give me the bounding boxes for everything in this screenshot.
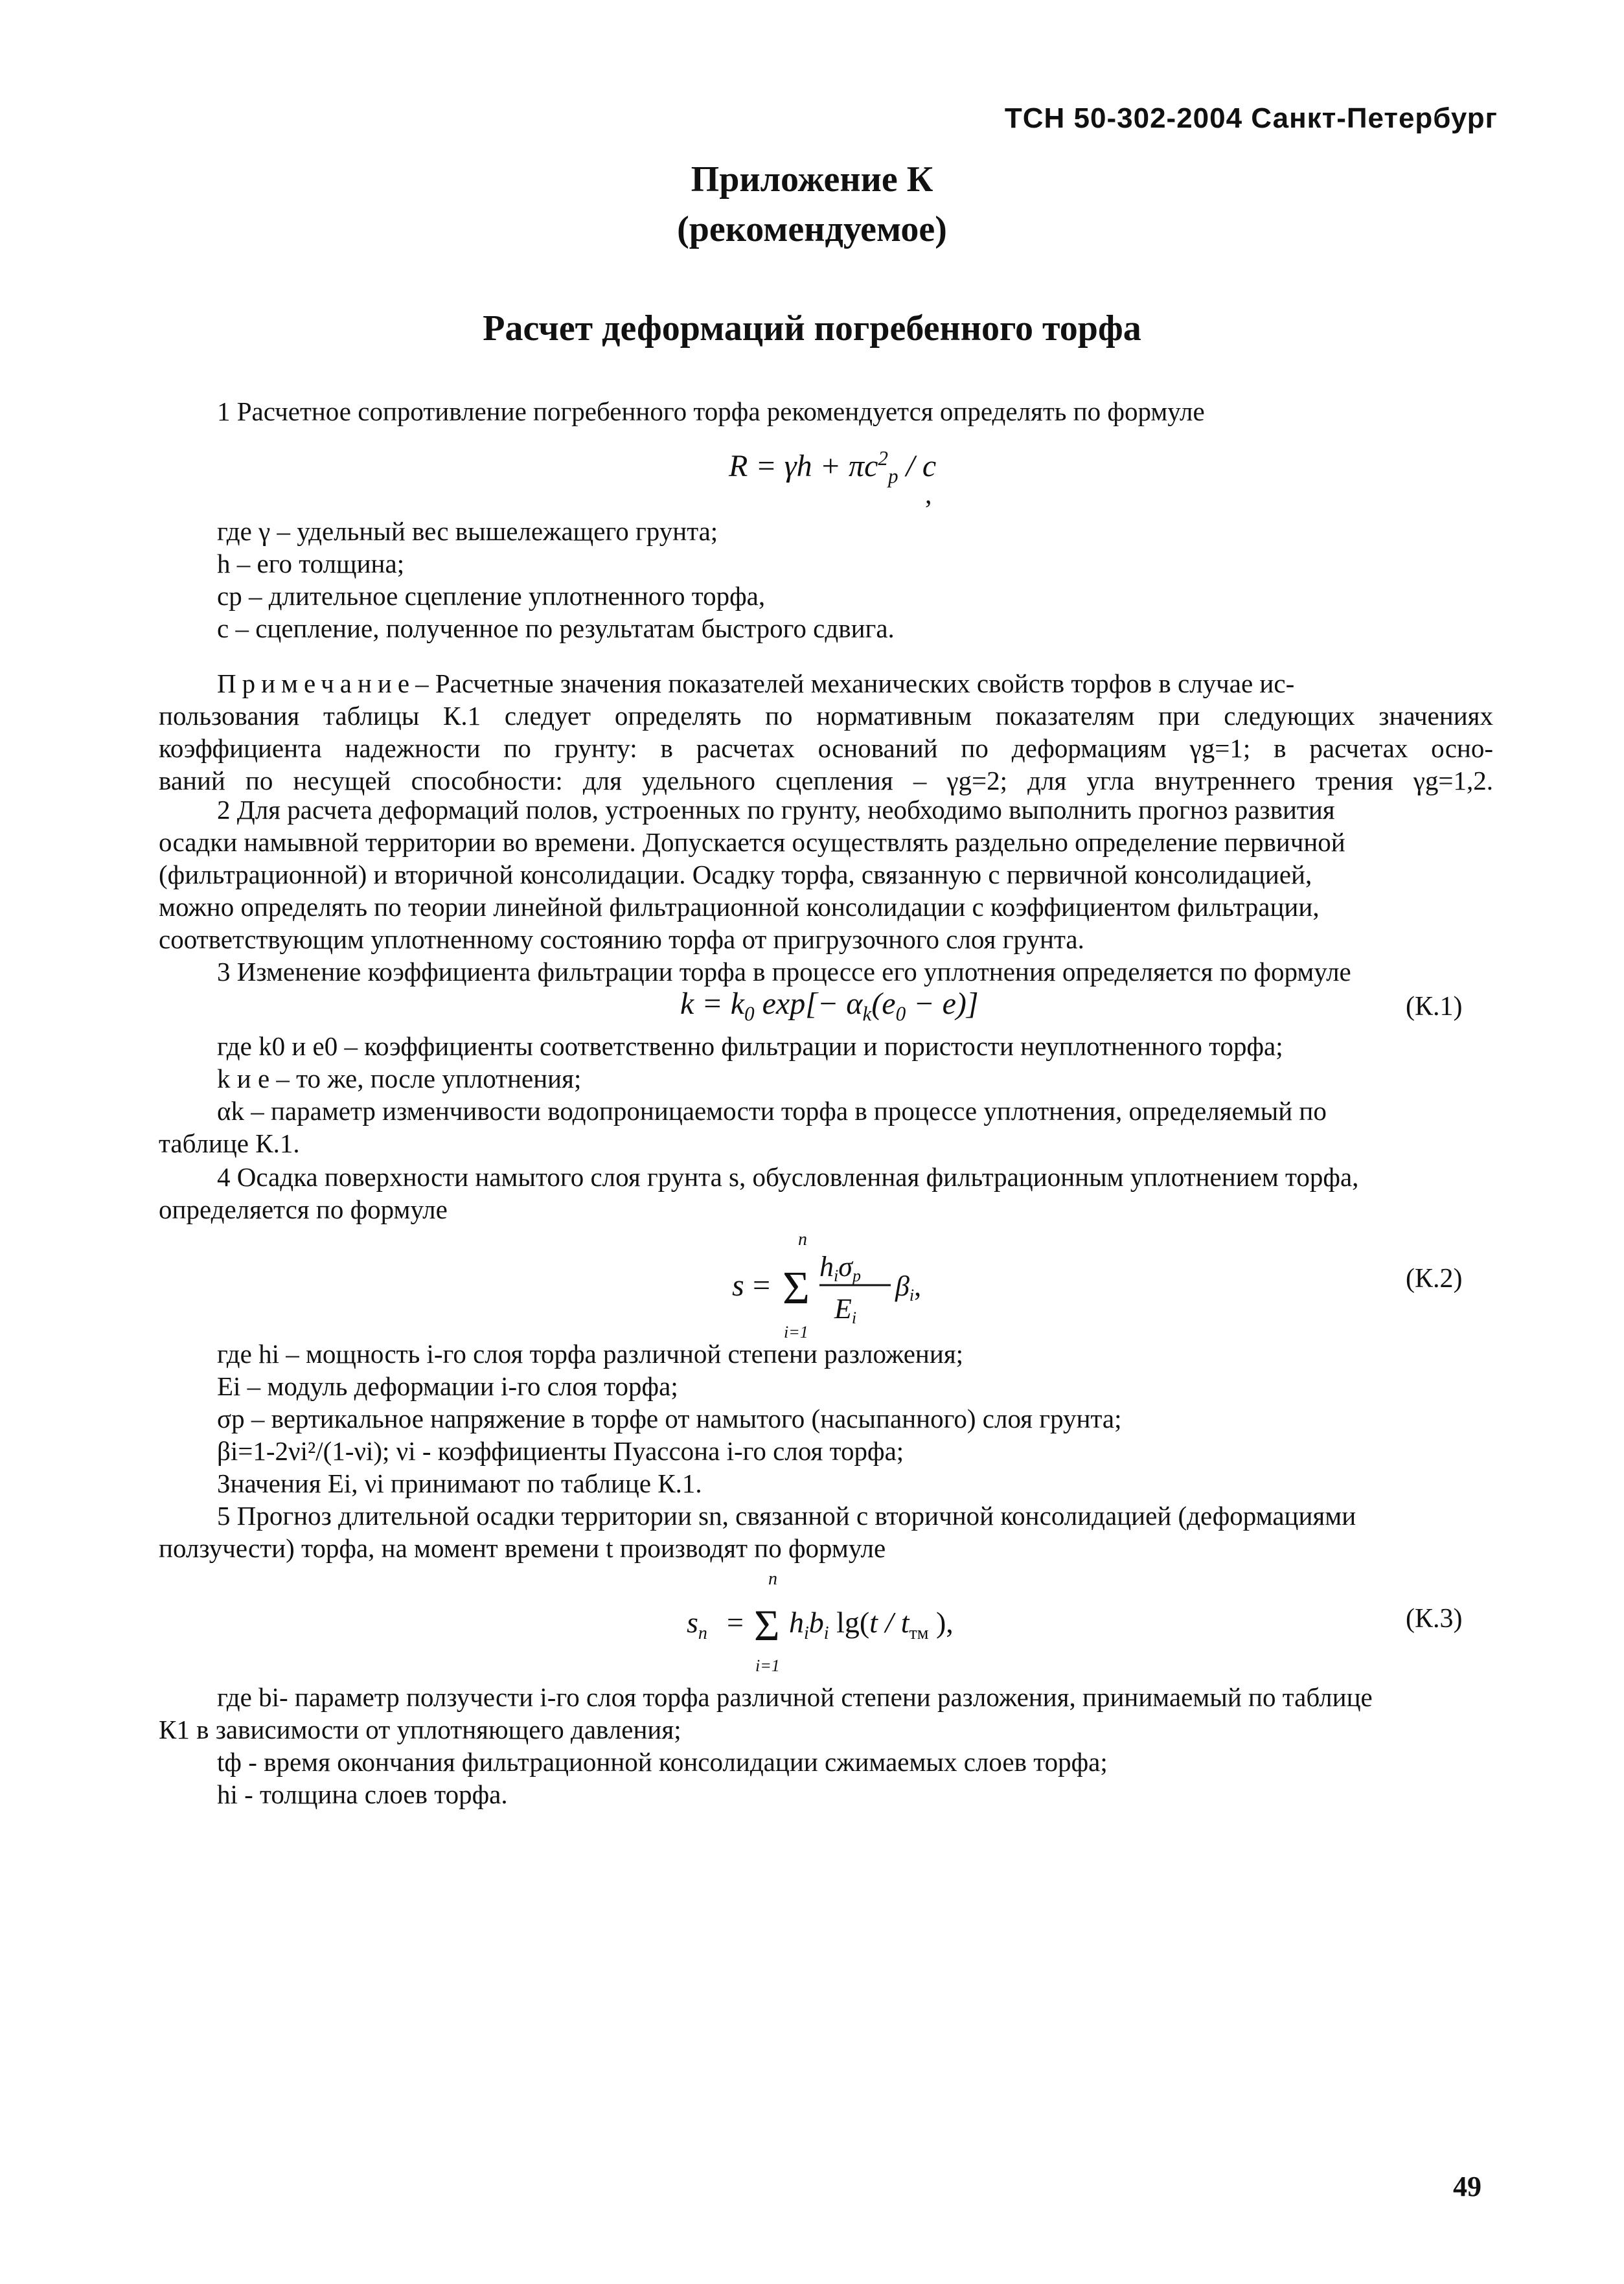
p3-def-4: таблице К.1. [159,1128,300,1158]
p2-line-5: соответствующим уплотненному состоянию торфа от пригрузочного слоя грунта. [159,924,1084,954]
p4-def-3: σp – вертикальное напряжение в торфе от намытого (насыпанного) слоя грунта; [217,1404,1122,1433]
svg-text:hiσp: hiσp [819,1251,861,1285]
p5-line-2: ползучести) торфа, на момент времени t производят по формуле [159,1533,886,1563]
svg-text:i=1: i=1 [784,1323,808,1342]
p5-line-1: 5 Прогноз длительной осадки территории sn, связанной с вторичной консолидацией (деформациями [217,1501,1356,1531]
p2-line-1: 2 Для расчета деформаций полов, устроенных по грунту, необходимо выполнить прогноз развития [217,795,1335,825]
formula-r-text [0,0,5,1]
p4-line-1: 4 Осадка поверхности намытого слоя грунта s, обусловленная фильтрационным уплотнением торфа, [217,1162,1359,1192]
svg-text:hibi lg(t / tтм ),: $h_ib_i$ $\lg(t / t_{тм}$ ), [789,1606,954,1643]
svg-text:sn: $s_n$ [687,1606,707,1643]
note-text-1: – Расчетные значения показателей механических свойств торфов в случае ис- [415,668,1295,698]
p2-line-3: (фильтрационной) и вторичной консолидации. Осадку торфа, связанную с первичной консолидацией, [159,860,1312,889]
p1-def-3: cp – длительное сцепление уплотненного торфа, [217,581,766,611]
svg-text:=: = [753,1268,771,1303]
appendix-status: (рекомендуемое) [677,209,947,249]
formula-r-comma: , [925,480,932,510]
appendix-title: Приложение К [691,159,933,200]
formula-k2 [726,1231,972,1354]
formula-k1-number: (К.1) [1406,992,1463,1022]
p5-def-1: где bi- параметр ползучести i-го слоя торфа различной степени разложения, принимаемый по таблице [217,1682,1373,1712]
svg-text:βi,: βi, [895,1270,922,1305]
svg-text:=: = [727,1606,744,1639]
svg-text:Σ: Σ [783,1262,810,1314]
svg-text:n: n [768,1569,777,1589]
p1-def-1: где γ – удельный вес вышележащего грунта; [217,516,718,546]
note-label: Примечание [217,668,416,698]
p3-def-3: αk – параметр изменчивости водопроницаемости торфа в процессе уплотнения, определяемый по [217,1096,1327,1126]
p2-line-4: можно определять по теории линейной фильтрационной консолидации с коэффициентом фильтрации, [159,892,1320,922]
formula-k1: $k = k_0$ $\exp[- \alpha_k(e_0 - e)]$ [680,987,979,1025]
p1-def-2: h – его толщина; [217,549,405,578]
p1-intro: 1 Расчетное сопротивление погребенного торфа рекомендуется определять по формуле [217,396,1205,426]
p3-intro: 3 Изменение коэффициента фильтрации торфа в процессе его уплотнения определяется по формуле [217,957,1351,987]
p2-line-2: осадки намывной территории во времени. Допускается осуществлять раздельно определение первичной [159,827,1345,857]
svg-text:Σ: Σ [754,1601,780,1650]
p5-def-4: hi - толщина слоев торфа. [217,1779,508,1809]
section-heading: Расчет деформаций погребенного торфа [483,308,1141,348]
p3-def-2: k и e – то же, после уплотнения; [217,1064,582,1093]
formula-k3-text [0,4,8,5]
formula-k3-number: (К.3) [1406,1604,1463,1634]
note-line-2: пользования таблицы К.1 следует определять по нормативным показателям при следующих значениях [159,701,1493,731]
p4-def-2: Ei – модуль деформации i-го слоя торфа; [217,1371,678,1401]
p4-def-5: Значения Ei, νi принимают по таблице К.1. [217,1468,702,1498]
p3-def-1: где k0 и e0 – коэффициенты соответственно фильтрации и пористости неуплотненного торфа; [217,1031,1283,1061]
note-line-4: ваний по несущей способности: для удельного сцепления – γg=2; для угла внутреннего трения γg=1,2. [159,766,1493,795]
formula-k3 [674,1568,1036,1678]
p4-line-2: определяется по формуле [159,1194,448,1224]
svg-text:i=1: i=1 [755,1656,780,1675]
svg-text:Ei: Ei [834,1293,857,1327]
p1-def-4: c – сцепление, полученное по результатам быстрого сдвига. [217,613,895,643]
note-line-3: коэффициента надежности по грунту: в расчетах оснований по деформациям γg=1; в расчетах осно- [159,733,1493,763]
svg-text:s: s [732,1268,744,1303]
p5-def-3: tф - время окончания фильтрационной консолидации сжимаемых слоев торфа; [217,1747,1108,1777]
page-number: 49 [1453,2171,1481,2202]
p5-def-2: К1 в зависимости от уплотняющего давления; [159,1715,681,1744]
formula-k1-text [0,1,6,2]
formula-k2-number: (К.2) [1406,1264,1463,1294]
p4-def-1: где hi – мощность i-го слоя торфа различной степени разложения; [217,1339,964,1369]
formula-r: $R = \gamma h + \pi c^2_p / c$ [729,447,937,488]
note-line-1 [217,667,1493,700]
p4-def-4: βi=1-2νi²/(1-νi); νi - коэффициенты Пуассона i-го слоя торфа; [217,1436,904,1466]
svg-text:n: n [798,1231,807,1250]
document-header: ТСН 50-302-2004 Санкт-Петербург [1004,102,1498,134]
